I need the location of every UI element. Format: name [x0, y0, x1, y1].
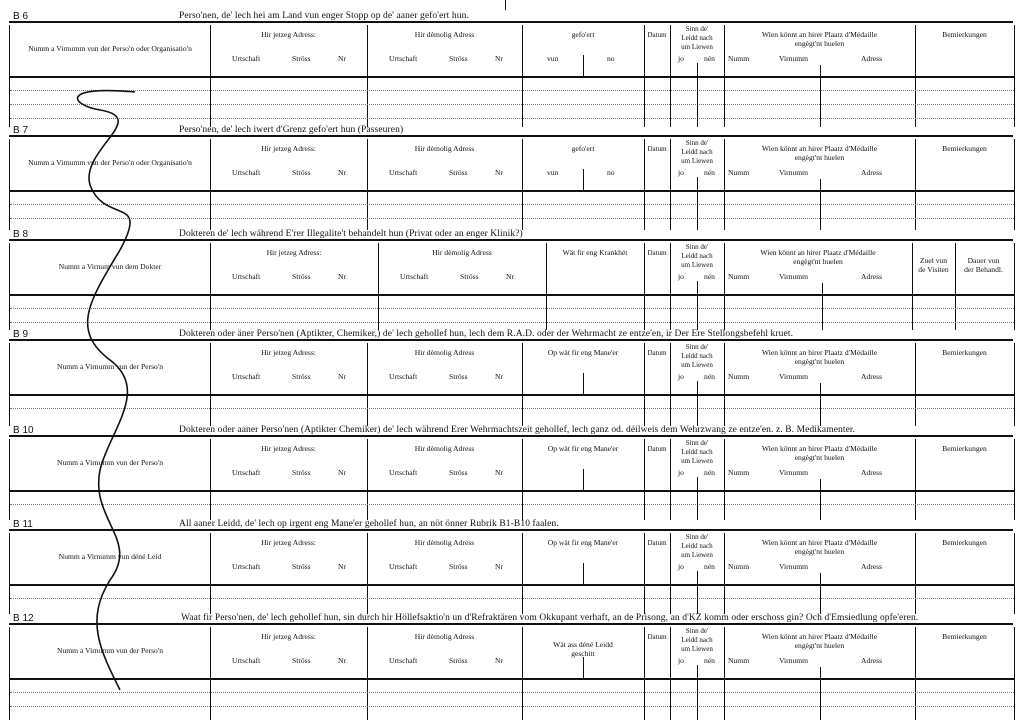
first-column-label: Numm a Virnumm vun der Perso'n oder Organisatio'n [28, 158, 192, 167]
street-label: Ströss [449, 372, 468, 381]
binding-mark [505, 0, 506, 10]
remarks-label: Bemierkungen [942, 632, 987, 641]
medal-recipient-label: Wien könnt an hirer Plaatz d'Médaille [761, 538, 878, 547]
place-label: Urtschaft [232, 656, 261, 665]
name-label: Numm [728, 54, 750, 63]
yes-label: jo [678, 372, 684, 381]
date-label: Datum [647, 539, 667, 547]
former-address-label: Hir dèmolig Adress [432, 248, 492, 257]
life-danger-label: Sinn de' [685, 343, 709, 351]
medal-recipient-label: Wien könnt an hirer Plaatz d'Médaille [761, 348, 878, 357]
former-address-label: Hir dèmolig Adress [414, 348, 475, 357]
section-title: Dokteren oder aaner Perso'nen (Aptikter Chemiker) de' lech während Erer Wehrmachtszeit gehollef, lech ganz od. déilweis dem Wehrzwang ze entze'en. z. B. Medikamenter. [179, 425, 856, 435]
address-label: Adress [861, 468, 883, 477]
entry-line[interactable] [10, 408, 1014, 409]
address-label: Adress [861, 272, 883, 281]
first-name-label: Virnumm [779, 656, 809, 665]
section-table [9, 243, 1015, 330]
first-column-label: Numm a Virnum vun dem Dokter [58, 262, 162, 271]
current-address-label: Hir jetzeg Adress: [266, 248, 322, 257]
section-header [9, 126, 1013, 137]
street-label: Ströss [292, 656, 311, 665]
medal-recipient-label-2: engègt'nt huelen [794, 153, 845, 162]
no-label: nén [704, 372, 715, 381]
first-name-label: Virnumm [779, 168, 809, 177]
section-code: B 8 [13, 229, 29, 240]
number-label: Nr [338, 54, 347, 63]
medal-recipient-label: Wien könnt an hirer Plaatz d'Médaille [761, 444, 878, 453]
street-label: Ströss [292, 272, 311, 281]
former-address-label: Hir dèmolig Adress [414, 144, 475, 153]
section-title: Waat fir Perso'nen, de' lech gehollef hun, sin durch hir Höllefsaktio'n un d'Refraktären vom Okkupant verhaft, an de Prisong, an d'KZ komm oder erschoss gin? Och d'Emsiedlung opfe'eren. [181, 613, 919, 623]
name-label: Numm [728, 168, 750, 177]
section-code: B 11 [13, 519, 33, 530]
life-danger-label: Sinn de' [685, 439, 709, 447]
section-header [9, 614, 1013, 625]
former-address-label: Hir dèmolig Adress [414, 30, 475, 39]
street-label: Ströss [292, 562, 311, 571]
entry-line[interactable] [10, 504, 1014, 505]
former-address-label: Hir dèmolig Adress [414, 632, 475, 641]
life-danger-label-3: um Liewen [681, 43, 713, 51]
life-danger-label: Sinn de' [685, 533, 709, 541]
place-label: Urtschaft [389, 562, 418, 571]
section-table [9, 439, 1015, 520]
current-address-label: Hir jetzeg Adress: [261, 144, 316, 153]
section-header [9, 426, 1013, 437]
place-label: Urtschaft [232, 372, 261, 381]
address-label: Adress [861, 54, 883, 63]
former-address-label: Hir dèmolig Adress [414, 538, 475, 547]
life-danger-label-2: Leidd nach [681, 636, 713, 644]
first-name-label: Virnumm [779, 468, 809, 477]
date-label: Datum [647, 249, 667, 257]
first-column-label: Numm a Virnumm vun der Perso'n [56, 362, 164, 371]
remarks-label: Bemierkungen [942, 348, 987, 357]
to-label: no [607, 168, 615, 177]
place-label: Urtschaft [232, 168, 261, 177]
place-label: Urtschaft [232, 272, 261, 281]
life-danger-label-3: um Liewen [681, 157, 713, 165]
street-label: Ströss [449, 656, 468, 665]
from-label: vun [547, 168, 559, 177]
first-name-label: Virnumm [779, 372, 809, 381]
street-label: Ströss [449, 562, 468, 571]
number-label: Nr [506, 272, 515, 281]
transported-label: gefo'ert [571, 144, 595, 153]
place-label: Urtschaft [389, 54, 418, 63]
section-table [9, 533, 1015, 614]
medal-recipient-label-2: engègt'nt huelen [793, 257, 843, 266]
life-danger-label-3: um Liewen [681, 645, 713, 653]
date-label: Datum [647, 145, 667, 153]
life-danger-label-2: Leidd nach [681, 148, 713, 156]
life-danger-label-2: Leidd nach [681, 352, 713, 360]
remarks-label: Bemierkungen [942, 144, 987, 153]
place-label: Urtschaft [389, 468, 418, 477]
yes-label: jo [678, 272, 684, 281]
section-table [9, 343, 1015, 426]
place-label: Urtschaft [232, 54, 261, 63]
manner-label: Op wät fir eng Mane'er [547, 538, 619, 547]
first-name-label: Virnumm [779, 272, 809, 281]
remarks-label: Bemierkungen [942, 30, 987, 39]
street-label: Ströss [292, 168, 311, 177]
first-column-label: Numm a Virnumm vun déné Leid [58, 552, 162, 561]
entry-line[interactable] [10, 218, 1014, 219]
no-label: nén [704, 54, 715, 63]
street-label: Ströss [449, 54, 468, 63]
what-happened-label-2: geschitt [571, 649, 595, 658]
section-b10 [9, 426, 1013, 520]
date-label: Datum [647, 445, 667, 453]
street-label: Ströss [292, 372, 311, 381]
number-label: Nr [338, 656, 347, 665]
number-label: Nr [495, 468, 504, 477]
medal-recipient-label-2: engègt'nt huelen [794, 641, 845, 650]
first-name-label: Virnumm [779, 562, 809, 571]
street-label: Ströss [449, 168, 468, 177]
section-code: B 12 [13, 613, 34, 624]
medal-recipient-label: Wien könnt an hirer Plaatz d'Médaille [761, 144, 878, 153]
section-table [9, 627, 1015, 720]
number-label: Nr [495, 54, 504, 63]
current-address-label: Hir jetzeg Adress: [261, 632, 316, 641]
yes-label: jo [678, 468, 684, 477]
entry-line[interactable] [10, 90, 1014, 91]
section-title: Dokteren oder äner Perso'nen (Aptikter, Chemiker,) de' lech gehollef hun, lech dem R.A.D. oder der Wehrmacht ze entze'en, ir Der Ere Stellongsbefehl kruet. [179, 329, 794, 339]
number-label: Nr [338, 272, 347, 281]
first-column-label: Numm a Virnumm vun der Perso'n [56, 458, 164, 467]
section-b12 [9, 614, 1013, 720]
remarks-label: Bemierkungen [942, 444, 987, 453]
name-label: Numm [728, 562, 750, 571]
number-label: Nr [495, 656, 504, 665]
place-label: Urtschaft [389, 656, 418, 665]
entry-line[interactable] [10, 322, 1014, 323]
entry-line[interactable] [10, 118, 1014, 119]
life-danger-label-3: um Liewen [681, 551, 713, 559]
no-label: nén [704, 272, 715, 281]
transported-label: gefo'ert [571, 30, 595, 39]
visits-label-2: de Visiten [918, 265, 949, 274]
number-label: Nr [338, 372, 347, 381]
section-b7 [9, 126, 1013, 230]
medal-recipient-label: Wien könnt an hirer Plaatz d'Médaille [761, 30, 878, 39]
yes-label: jo [678, 54, 684, 63]
medal-recipient-label-2: engègt'nt huelen [794, 39, 845, 48]
no-label: nén [704, 562, 715, 571]
no-label: nén [704, 656, 715, 665]
street-label: Ströss [449, 468, 468, 477]
medal-recipient-label-2: engègt'nt huelen [794, 453, 845, 462]
yes-label: jo [678, 656, 684, 665]
section-title: Dokteren de' lech während E'rer Illegalite't behandelt hun (Privat oder an enger Klinik?) [179, 229, 523, 239]
section-b8 [9, 230, 1013, 330]
address-label: Adress [861, 168, 883, 177]
yes-label: jo [678, 168, 684, 177]
section-code: B 7 [13, 125, 29, 136]
manner-label: Wät fir eng Krankhét [562, 248, 628, 257]
address-label: Adress [861, 656, 883, 665]
no-label: nén [704, 468, 715, 477]
section-header [9, 12, 1013, 23]
no-label: nén [704, 168, 715, 177]
name-label: Numm [728, 272, 750, 281]
section-code: B 10 [13, 425, 34, 436]
duration-label: Dauer vun [967, 256, 1000, 265]
section-title: Perso'nen, de' lech iwert d'Grenz gefo'ert hun (Passeuren) [179, 125, 404, 135]
name-label: Numm [728, 372, 750, 381]
number-label: Nr [338, 468, 347, 477]
place-label: Urtschaft [389, 372, 418, 381]
remarks-label: Bemierkungen [942, 538, 987, 547]
name-label: Numm [728, 468, 750, 477]
section-title: Perso'nen, de' lech hei am Land vun enger Stopp op de' aaner gefo'ert hun. [179, 11, 469, 21]
life-danger-label-2: Leidd nach [681, 542, 713, 550]
first-name-label: Virnumm [779, 54, 809, 63]
life-danger-label-2: Leidd nach [681, 252, 713, 260]
place-label: Urtschaft [389, 168, 418, 177]
current-address-label: Hir jetzeg Adress: [261, 30, 316, 39]
yes-label: jo [678, 562, 684, 571]
section-header [9, 330, 1013, 341]
section-code: B 6 [13, 11, 29, 22]
current-address-label: Hir jetzeg Adress: [261, 538, 316, 547]
section-table [9, 139, 1015, 230]
entry-line[interactable] [10, 104, 1014, 105]
number-label: Nr [338, 562, 347, 571]
address-label: Adress [861, 372, 883, 381]
medal-recipient-label: Wien könnt an hirer Plaatz d'Médaille [760, 248, 876, 257]
section-header [9, 520, 1013, 531]
life-danger-label-3: um Liewen [681, 261, 713, 269]
manner-label: Op wät fir eng Mane'er [547, 348, 619, 357]
place-label: Urtschaft [232, 468, 261, 477]
life-danger-label-2: Leidd nach [681, 34, 713, 42]
life-danger-label: Sinn de' [685, 627, 709, 635]
entry-line[interactable] [10, 692, 1014, 693]
place-label: Urtschaft [400, 272, 429, 281]
number-label: Nr [495, 372, 504, 381]
section-b9 [9, 330, 1013, 426]
entry-line[interactable] [10, 204, 1014, 205]
number-label: Nr [338, 168, 347, 177]
visits-label: Zuel vun [919, 256, 948, 265]
date-label: Datum [647, 349, 667, 357]
name-label: Numm [728, 656, 750, 665]
manner-label: Op wät fir eng Mane'er [547, 444, 619, 453]
first-column-label: Numm a Virnumm vun der Perso'n [56, 646, 164, 655]
medal-recipient-label-2: engègt'nt huelen [794, 357, 845, 366]
address-label: Adress [861, 562, 883, 571]
what-happened-label: Wät ass déné Leidd [553, 640, 613, 649]
street-label: Ströss [292, 54, 311, 63]
section-header [9, 230, 1013, 241]
duration-label-2: der Behandl. [964, 265, 1003, 274]
entry-line[interactable] [10, 598, 1014, 599]
former-address-label: Hir dèmolig Adress [414, 444, 475, 453]
life-danger-label-2: Leidd nach [681, 448, 713, 456]
medal-recipient-label: Wien könnt an hirer Plaatz d'Médaille [761, 632, 878, 641]
life-danger-label-3: um Liewen [681, 361, 713, 369]
life-danger-label-3: um Liewen [681, 457, 713, 465]
current-address-label: Hir jetzeg Adress: [261, 444, 316, 453]
from-label: vun [547, 54, 559, 63]
life-danger-label: Sinn de' [685, 25, 709, 33]
medal-recipient-label-2: engègt'nt huelen [794, 547, 845, 556]
street-label: Ströss [460, 272, 479, 281]
life-danger-label: Sinn de' [685, 243, 709, 251]
section-b6 [9, 12, 1013, 127]
life-danger-label: Sinn de' [685, 139, 709, 147]
date-label: Datum [647, 31, 667, 39]
section-title: All aaner Leidd, de' lech op irgent eng Mane'er gehollef hun, an nöt önner Rubrik B1-B10 faalen. [179, 519, 559, 529]
place-label: Urtschaft [232, 562, 261, 571]
section-table [9, 25, 1015, 127]
section-code: B 9 [13, 329, 29, 340]
street-label: Ströss [292, 468, 311, 477]
to-label: no [607, 54, 615, 63]
number-label: Nr [495, 562, 504, 571]
number-label: Nr [495, 168, 504, 177]
section-b11 [9, 520, 1013, 614]
first-column-label: Numm a Virnumm vun der Perso'n oder Organisatio'n [28, 44, 192, 53]
date-label: Datum [647, 633, 667, 641]
entry-line[interactable] [10, 706, 1014, 707]
current-address-label: Hir jetzeg Adress: [261, 348, 316, 357]
entry-line[interactable] [10, 308, 1014, 309]
